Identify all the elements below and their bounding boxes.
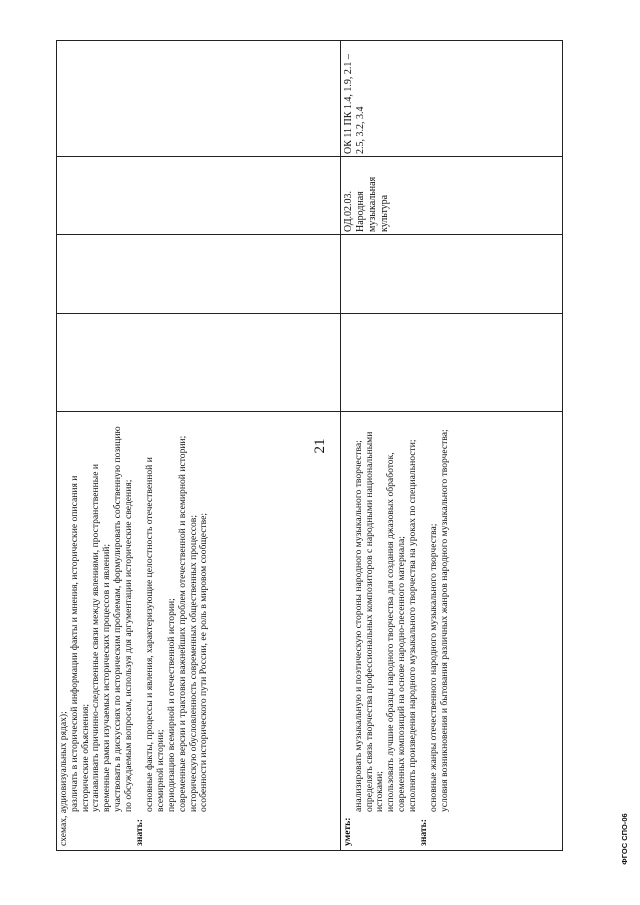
desc-line: историческую обусловленность современных общественных процессов; bbox=[187, 515, 199, 812]
footer-code: ФГОС СПО-06 bbox=[620, 813, 629, 865]
desc-line: схемах, аудиовизуальных рядах); bbox=[58, 711, 69, 846]
desc-heading: знать: bbox=[417, 819, 429, 846]
desc-line: современные версии и трактовки важнейших проблем отечественной и всемирной истории; bbox=[176, 435, 188, 812]
desc-line: различать в исторической информации факты и мнения, исторические описания и исторические объяснения; bbox=[68, 475, 91, 812]
desc-line: периодизацию всемирной и отечественной истории; bbox=[165, 598, 177, 812]
desc-heading: знать: bbox=[133, 819, 145, 846]
desc-line: исполнять произведения народного музыкального творчества на уроках по специальности; bbox=[406, 439, 418, 812]
folk-music-skills-description bbox=[343, 421, 451, 846]
desc-line: определять связь творчества профессиональных композиторов с народными национальными истоками; bbox=[363, 431, 386, 812]
page-number: 21 bbox=[312, 438, 328, 454]
desc-line: устанавливать причинно-следственные связи между явлениями, пространственные и временные рамки изучаемых исторических процессов и явлений; bbox=[90, 463, 113, 812]
desc-line: анализировать музыкальную и поэтическую стороны народного музыкального творчества; bbox=[352, 440, 364, 812]
history-skills-description bbox=[59, 421, 210, 846]
desc-line: использовать лучшие образцы народного творчества для создания джазовых обработок, современных композиций на основе народно-песенного материала; bbox=[385, 452, 407, 812]
desc-line: основные факты, процессы и явления, характеризующие целостность отечественной и всемирной истории; bbox=[144, 457, 167, 812]
competency-table bbox=[56, 40, 563, 851]
desc-line: участвовать в дискуссиях по историческим проблемам, формулировать собственную позицию по обсуждаемым вопросам, используя для аргументации исторические сведения; bbox=[111, 426, 134, 812]
competencies-cell: ОК 11 ПК 1.4, 1.9, 2.1 – 2.5, 3.2, 3.4 bbox=[343, 54, 366, 154]
discipline-cell: ОД.02.03. Народная музыкальная культура bbox=[343, 176, 390, 232]
desc-line: особенности исторического пути России, ее роль в мировом сообществе; bbox=[198, 512, 210, 812]
desc-line: основные жанры отечественного народного музыкального творчества; bbox=[428, 523, 440, 812]
desc-heading: уметь: bbox=[342, 817, 353, 846]
desc-line: условия возникновения и бытования различных жанров народного музыкального творчества; bbox=[439, 429, 451, 812]
